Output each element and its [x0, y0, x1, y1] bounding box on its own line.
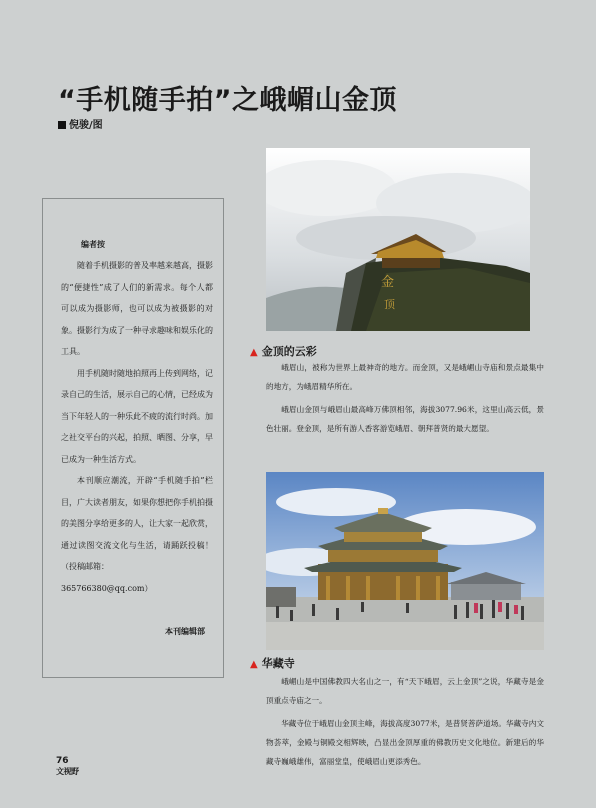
editor-note-email: 365766380@qq.com）	[61, 583, 153, 593]
section-golden-clouds-text	[266, 358, 544, 442]
body-paragraph: 峨眉山金顶与峨眉山最高峰万佛顶相邻，海拔3077.96米，这里山高云低，景色壮丽。登金顶，是所有游人香客游览峨眉、朝拜普贤的最大愿望。	[266, 405, 544, 433]
editor-note-paragraph: 用手机随时随地拍照再上传到网络，记录自己的生活，展示自己的心情，已经成为当下年轻人的一种乐此不疲的流行时尚。加之社交平台的兴起，拍照、晒图、分享，早已成为一种生活方式。	[61, 368, 213, 464]
body-paragraph: 峨嵋山是中国佛教四大名山之一，有“天下峨眉，云上金顶”之说，华藏寺是金顶重点寺庙之一。	[266, 677, 544, 705]
page-title: “手机随手拍”之峨嵋山金顶	[58, 85, 397, 116]
editor-note-paragraph: 随着手机摄影的普及率越来越高，摄影的“便捷性”成了人们的新需求。每个人都可以成为摄影师，也可以成为被摄影的对象。摄影行为成了一种寻求趣味和娱乐化的工具。	[61, 261, 213, 356]
red-triangle-icon: ▲	[250, 659, 258, 670]
magazine-name: 文视野	[56, 767, 79, 776]
section-heading-text: 金顶的云彩	[261, 345, 317, 358]
huazang-temple-photo	[266, 472, 544, 650]
red-triangle-icon: ▲	[250, 347, 258, 358]
editor-note-signoff: 本刊编辑部	[165, 627, 205, 636]
section-heading-golden-clouds	[250, 343, 317, 359]
byline	[58, 116, 103, 131]
editor-note-heading: 编者按	[81, 240, 105, 249]
editor-note-box	[42, 198, 224, 678]
byline-text: 倪骏/图	[69, 120, 103, 131]
section-huazang-temple-text	[266, 672, 544, 775]
section-heading-huazang-temple	[250, 655, 295, 671]
square-bullet-icon	[58, 121, 66, 129]
golden-summit-photo	[266, 148, 530, 331]
svg-text:顶: 顶	[384, 298, 395, 311]
body-paragraph: 华藏寺位于峨眉山金顶主峰，海拔高度3077米，是普贤菩萨道场。华藏寺内文物荟萃，金殿与铜殿交相辉映，凸显出金顶厚重的佛教历史文化地位。新建后的华藏寺巍峨雄伟，富丽堂皇，使峨眉山更添秀色。	[266, 719, 544, 766]
editor-note-paragraph: 本刊顺应潮流，开辟“手机随手拍”栏目，广大读者朋友，如果你想把你手机拍摄的美图分享给更多的人，让大家一起欣赏，通过读图交流文化与生活，请踊跃投稿！（投稿邮箱：	[61, 476, 213, 571]
svg-text:金: 金	[381, 275, 395, 290]
page-number: 76	[56, 756, 69, 766]
section-heading-text: 华藏寺	[261, 657, 295, 670]
body-paragraph: 峨眉山，被称为世界上最神奇的地方。而金顶，又是峨嵋山寺庙和景点最集中的地方，为峨眉精华所在。	[266, 363, 544, 391]
